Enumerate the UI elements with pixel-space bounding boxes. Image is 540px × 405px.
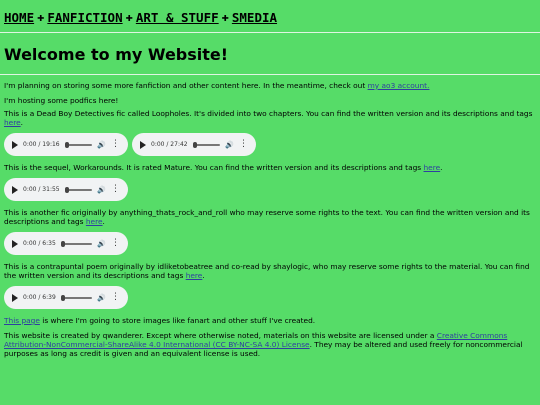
audio-time: 0:00 / 6:35 bbox=[23, 240, 56, 247]
cc-license-link[interactable]: Creative Commons Attribution-NonCommercial-ShareAlike 4.0 International (CC BY-NC-SA 4.0) License bbox=[4, 331, 508, 349]
volume-icon[interactable]: 🔊 bbox=[97, 293, 106, 302]
cross-separator-icon: ✚ bbox=[221, 10, 229, 24]
nav-home-link[interactable]: HOME bbox=[4, 9, 35, 25]
audio-progress-slider[interactable] bbox=[65, 144, 93, 146]
section-punct: . bbox=[202, 271, 205, 280]
fanart-text: is where I'm going to store images like fanart and other stuff I've created. bbox=[39, 316, 316, 325]
podfics-line: I'm hosting some podfics here! bbox=[4, 96, 119, 105]
nav-fanfiction-link[interactable]: FANFICTION bbox=[47, 9, 123, 25]
audio-progress-slider[interactable] bbox=[65, 189, 93, 191]
audio-time: 0:00 / 19:16 bbox=[23, 141, 60, 148]
poem-players bbox=[4, 286, 536, 309]
workarounds-here-link[interactable]: here bbox=[423, 163, 441, 172]
fanart-page-link[interactable]: This page bbox=[4, 316, 40, 325]
audio-time: 0:00 / 6:39 bbox=[23, 294, 56, 301]
section-text: This is another fic originally by anything_thats_rock_and_roll who may reserve some rights to the text. You can find the written version and its descriptions and tags bbox=[4, 208, 530, 226]
volume-icon[interactable]: 🔊 bbox=[97, 185, 106, 194]
more-options-icon[interactable]: ⋮ bbox=[111, 184, 120, 194]
more-options-icon[interactable]: ⋮ bbox=[239, 139, 248, 149]
section-another-fic-text bbox=[4, 208, 536, 226]
section-text: This is the sequel, Workarounds. It is rated Mature. You can find the written version and its descriptions and tags bbox=[4, 163, 424, 172]
cross-separator-icon: ✚ bbox=[125, 10, 133, 24]
volume-icon[interactable]: 🔊 bbox=[225, 140, 234, 149]
ao3-link[interactable]: my ao3 account. bbox=[367, 81, 430, 90]
workarounds-players bbox=[4, 178, 536, 201]
intro-text bbox=[4, 81, 536, 90]
volume-icon[interactable]: 🔊 bbox=[97, 239, 106, 248]
more-options-icon[interactable]: ⋮ bbox=[111, 292, 120, 302]
license-before: This website is created by qwanderer. Except where otherwise noted, materials on this website are licensed under a bbox=[4, 331, 437, 340]
section-workarounds-text bbox=[4, 163, 536, 172]
volume-icon[interactable]: 🔊 bbox=[97, 140, 106, 149]
page-title: Welcome to my Website! bbox=[4, 45, 229, 64]
section-poem-text bbox=[4, 262, 536, 280]
license-text bbox=[4, 331, 536, 358]
audio-progress-slider[interactable] bbox=[61, 243, 92, 245]
audio-player[interactable] bbox=[4, 286, 128, 309]
loopholes-here-link[interactable]: here bbox=[4, 118, 21, 127]
nav-art-link[interactable]: ART & STUFF bbox=[135, 9, 219, 25]
top-nav bbox=[4, 8, 536, 26]
another-fic-here-link[interactable]: here bbox=[85, 217, 103, 226]
audio-progress-slider[interactable] bbox=[193, 144, 221, 146]
section-loopholes-text bbox=[4, 109, 536, 127]
cross-separator-icon: ✚ bbox=[37, 10, 45, 24]
audio-player[interactable] bbox=[4, 232, 128, 255]
fanart-line bbox=[4, 316, 536, 325]
audio-time: 0:00 / 31:55 bbox=[23, 186, 60, 193]
section-text: This is a contrapuntal poem originally by idliketobeatree and co-read by shaylogic, who may reserve some rights to the material. You can find the written version and its descriptions and tags bbox=[4, 262, 530, 280]
audio-player[interactable] bbox=[4, 133, 128, 156]
section-punct: . bbox=[20, 118, 24, 127]
section-punct: . bbox=[102, 217, 105, 226]
play-icon[interactable] bbox=[12, 240, 18, 248]
audio-progress-slider[interactable] bbox=[61, 297, 92, 299]
poem-here-link[interactable]: here bbox=[185, 271, 203, 280]
more-options-icon[interactable]: ⋮ bbox=[111, 238, 120, 248]
section-punct: . bbox=[440, 163, 443, 172]
audio-time: 0:00 / 27:42 bbox=[151, 141, 188, 148]
intro-body: I'm planning on storing some more fanfiction and other content here. In the meantime, check out bbox=[4, 81, 368, 90]
nav-smedia-link[interactable]: SMEDIA bbox=[231, 9, 278, 25]
play-icon[interactable] bbox=[12, 186, 18, 194]
play-icon[interactable] bbox=[12, 141, 18, 149]
audio-player[interactable] bbox=[4, 178, 128, 201]
play-icon[interactable] bbox=[12, 294, 18, 302]
license-after: . They may be altered and used freely for noncommercial purposes as long as credit is given and an equivalent license is used. bbox=[4, 340, 523, 358]
loopholes-players bbox=[4, 133, 536, 156]
section-text: This is a Dead Boy Detectives fic called Loopholes. It's divided into two chapters. You can find the written version and its descriptions and tags bbox=[4, 109, 533, 118]
audio-player[interactable] bbox=[132, 133, 256, 156]
another-fic-players bbox=[4, 232, 536, 255]
play-icon[interactable] bbox=[140, 141, 146, 149]
title-divider bbox=[0, 74, 540, 75]
more-options-icon[interactable]: ⋮ bbox=[111, 139, 120, 149]
nav-divider bbox=[0, 32, 540, 33]
